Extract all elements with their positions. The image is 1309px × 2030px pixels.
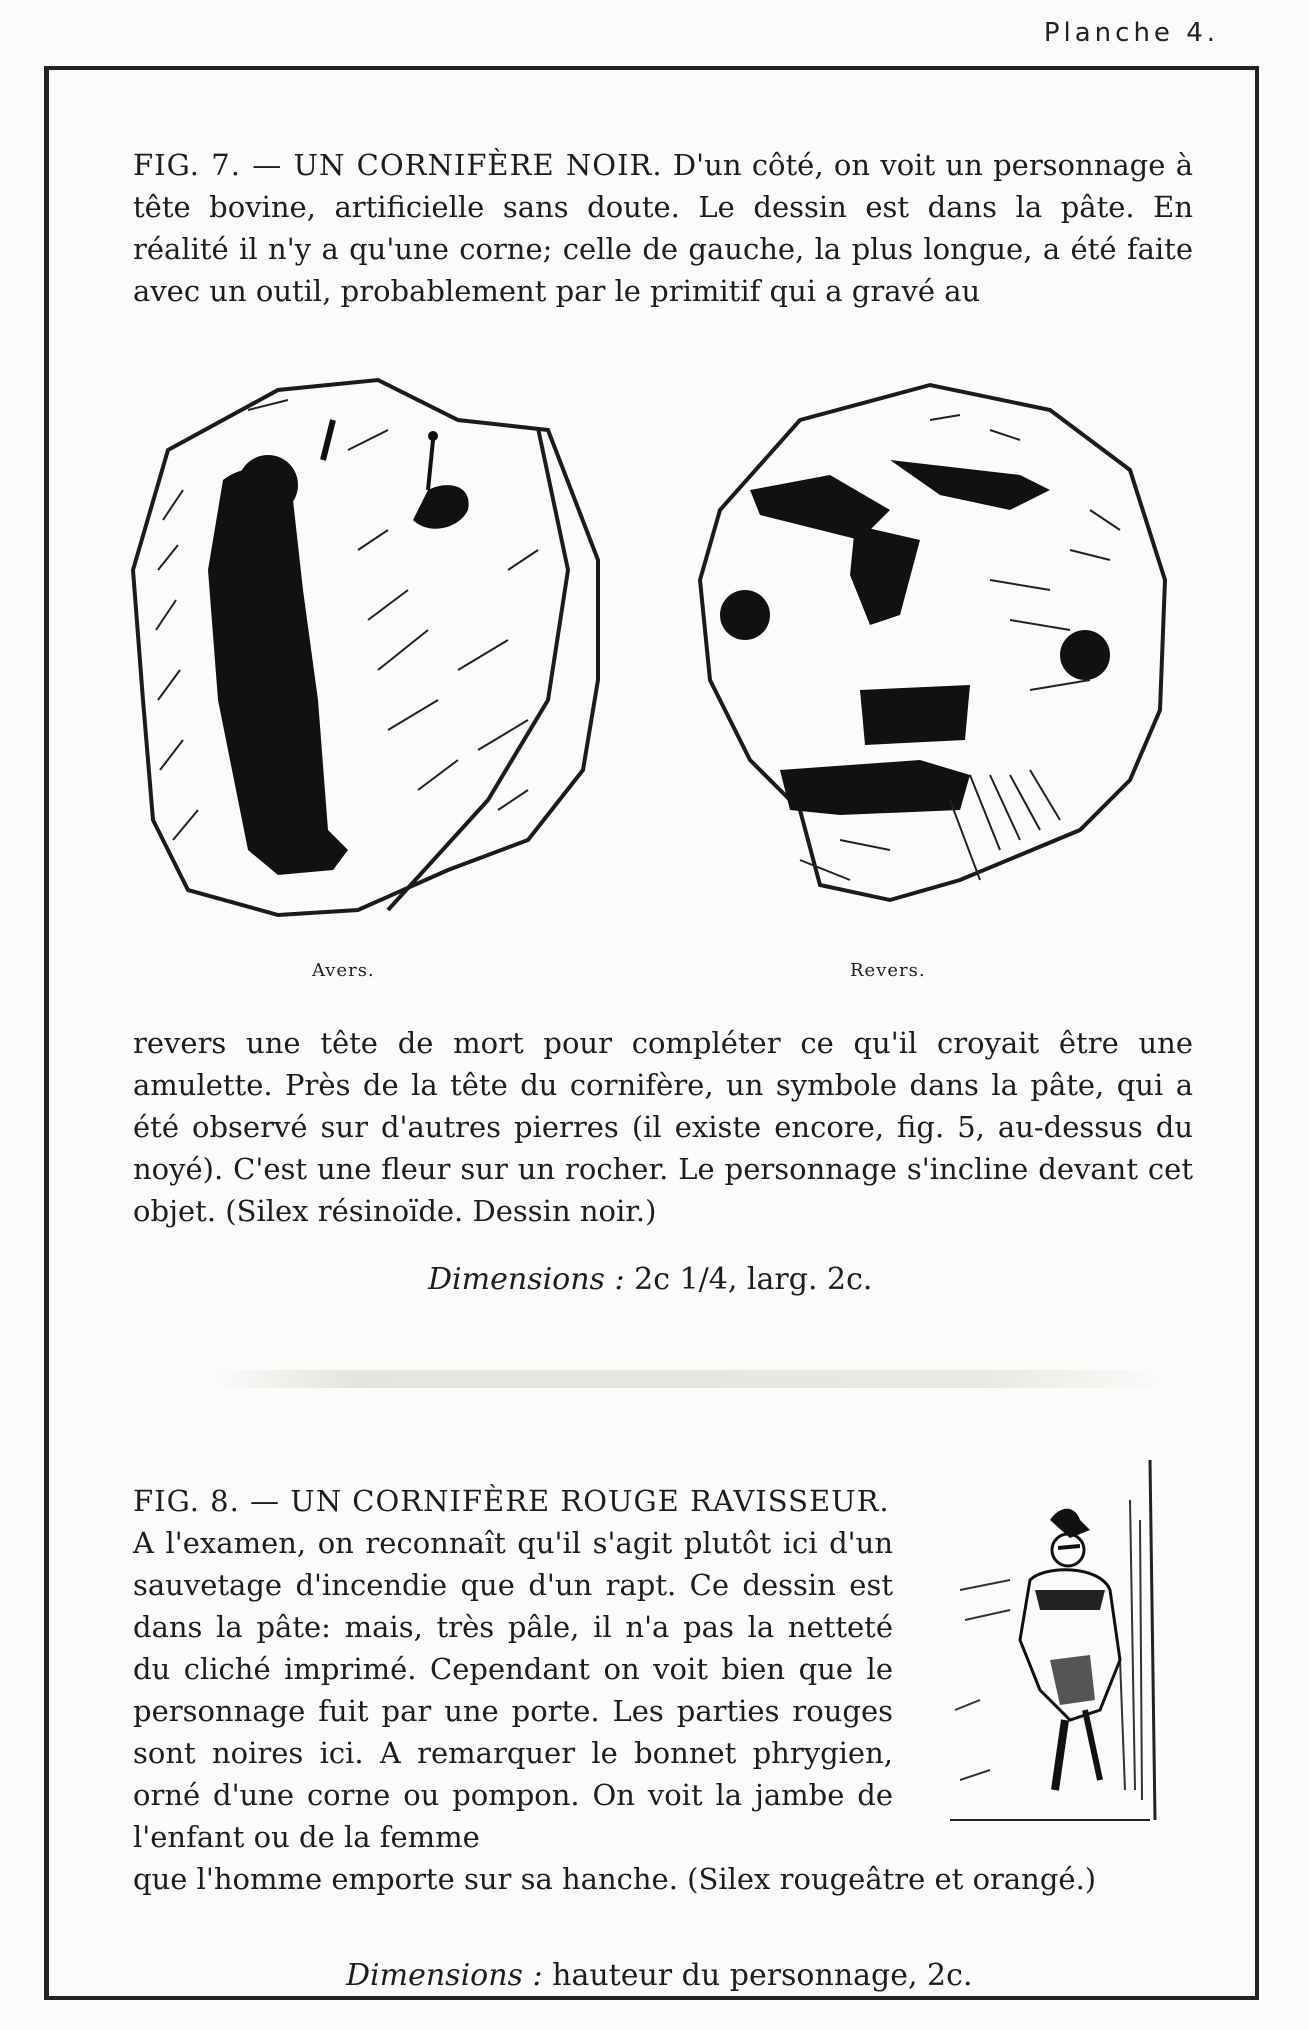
fig8-description [133, 1480, 893, 1858]
plate-number: Planche 4. [1043, 18, 1219, 48]
scan-smudge [210, 1370, 1170, 1388]
fig7-dimensions [428, 1262, 872, 1297]
fig7-dimensions-label: Dimensions : [428, 1262, 625, 1297]
fig8-heading: FIG. 8. — UN CORNIFÈRE ROUGE RAVISSEUR. [133, 1484, 890, 1518]
fig8-text-main: A l'examen, on reconnaît qu'il s'agit plutôt ici d'un sauvetage d'incendie que d'un rapt. Ce dessin est dans la pâte: mais, très pâle, il n'a pas la netteté du cliché imprimé. Cependant on voit bien que le personnage fuit par une porte. Les parties rouges sont noires ici. A remarquer le bonnet phrygien, orné d'une corne ou pompon. On voit la jambe de l'enfant ou de la femme [133, 1526, 893, 1854]
fig7-dimensions-value: 2c 1/4, larg. 2c. [634, 1262, 873, 1297]
avers-caption: Avers. [312, 960, 375, 981]
revers-skull-illustration [690, 380, 1180, 940]
fig8-dimensions [346, 1958, 972, 1993]
fig8-description-end: que l'homme emporte sur sa hanche. (Silex rougeâtre et orangé.) [133, 1862, 1097, 1896]
avers-stone-illustration [128, 370, 628, 930]
fig8-dimensions-label: Dimensions : [346, 1958, 543, 1993]
fig8-figure-illustration [950, 1460, 1180, 1830]
fig7-text-top: D'un côté, on voit un personnage à tête bovine, artificielle sans doute. Le dessin est dans la pâte. En réalité il n'y a qu'une corne; celle de gauche, la plus longue, a été faite avec un outil, probablement par le primitif qui a gravé au [133, 148, 1193, 308]
fig8-dimensions-value: hauteur du personnage, 2c. [552, 1958, 973, 1993]
fig7-description-continued: revers une tête de mort pour compléter ce qu'il croyait être une amulette. Près de la tête du cornifère, un symbole dans la pâte, qui a été observé sur d'autres pierres (il existe encore, fig. 5, au-dessus du noyé). C'est une fleur sur un rocher. Le personnage s'incline devant cet objet. (Silex résinoïde. Dessin noir.) [133, 1026, 1193, 1228]
revers-caption: Revers. [850, 960, 926, 981]
fig7-description [133, 144, 1193, 312]
fig7-heading: FIG. 7. — UN CORNIFÈRE NOIR. [133, 148, 663, 182]
